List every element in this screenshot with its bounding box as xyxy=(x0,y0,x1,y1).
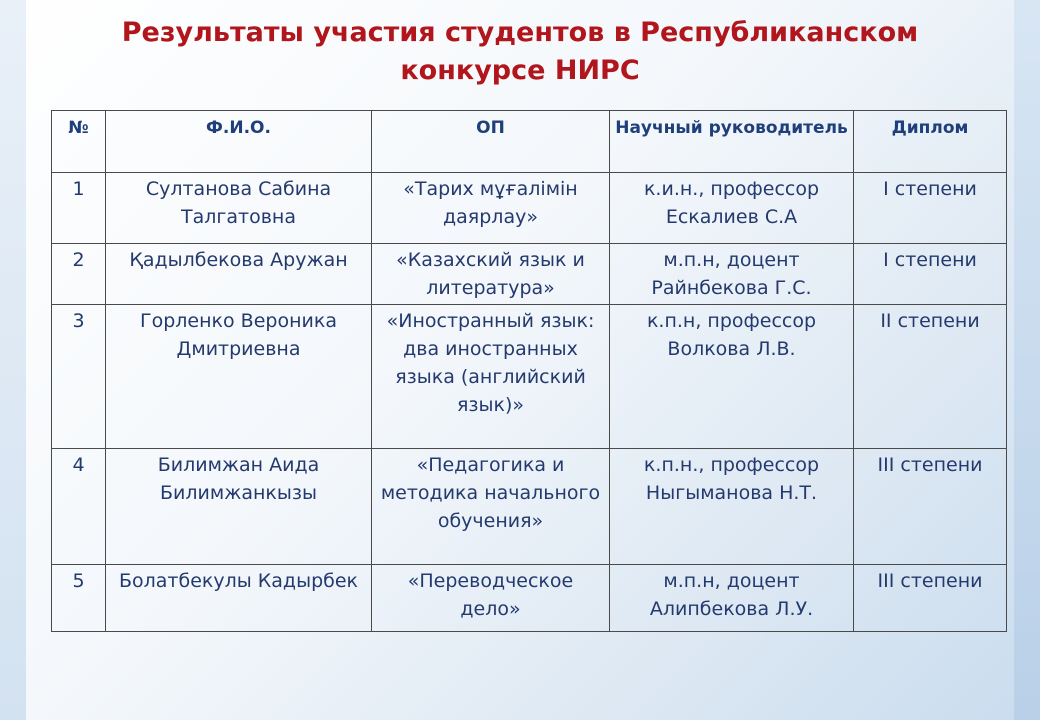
table-row xyxy=(52,565,1007,632)
cell-diploma: I степени xyxy=(854,244,1007,305)
cell-number: 3 xyxy=(52,305,106,449)
header-advisor: Научный руководитель xyxy=(610,111,854,173)
table-row xyxy=(52,244,1007,305)
cell-full-name: Султанова Сабина Талгатовна xyxy=(106,173,372,244)
cell-diploma: II степени xyxy=(854,305,1007,449)
table-body xyxy=(52,173,1007,632)
slide-right-decor-strip xyxy=(1014,0,1040,720)
cell-program: «Казахский язык и литература» xyxy=(372,244,610,305)
cell-diploma: III степени xyxy=(854,449,1007,565)
cell-diploma: I степени xyxy=(854,173,1007,244)
cell-full-name: Билимжан Аида Билимжанкызы xyxy=(106,449,372,565)
cell-advisor: к.п.н., профессор Ныгыманова Н.Т. xyxy=(610,449,854,565)
header-program: ОП xyxy=(372,111,610,173)
cell-number: 4 xyxy=(52,449,106,565)
table-row xyxy=(52,449,1007,565)
cell-diploma: III степени xyxy=(854,565,1007,632)
header-full-name: Ф.И.О. xyxy=(106,111,372,173)
cell-full-name: Горленко Вероника Дмитриевна xyxy=(106,305,372,449)
cell-advisor: к.и.н., профессор Ескалиев С.А xyxy=(610,173,854,244)
table-row xyxy=(52,173,1007,244)
slide-title xyxy=(0,14,1040,90)
table-header-row xyxy=(52,111,1007,173)
cell-program: «Тарих мұғалімін даярлау» xyxy=(372,173,610,244)
cell-number: 5 xyxy=(52,565,106,632)
table-header xyxy=(52,111,1007,173)
cell-full-name: Болатбекулы Кадырбек xyxy=(106,565,372,632)
cell-program: «Переводческое дело» xyxy=(372,565,610,632)
slide-title-line-2: конкурсе НИРС xyxy=(400,55,640,86)
cell-advisor: к.п.н, профессор Волкова Л.В. xyxy=(610,305,854,449)
table-row xyxy=(52,305,1007,449)
slide-title-line-1: Результаты участия студентов в Республиканском xyxy=(121,17,919,48)
cell-number: 1 xyxy=(52,173,106,244)
cell-advisor: м.п.н, доцент Райнбекова Г.С. xyxy=(610,244,854,305)
header-number: № xyxy=(52,111,106,173)
cell-program: «Иностранный язык: два иностранных языка (английский язык)» xyxy=(372,305,610,449)
cell-full-name: Қадылбекова Аружан xyxy=(106,244,372,305)
cell-number: 2 xyxy=(52,244,106,305)
cell-program: «Педагогика и методика начального обучения» xyxy=(372,449,610,565)
header-diploma: Диплом xyxy=(854,111,1007,173)
results-table xyxy=(51,110,1007,632)
slide-left-decor-strip xyxy=(0,0,26,720)
cell-advisor: м.п.н, доцент Алипбекова Л.У. xyxy=(610,565,854,632)
